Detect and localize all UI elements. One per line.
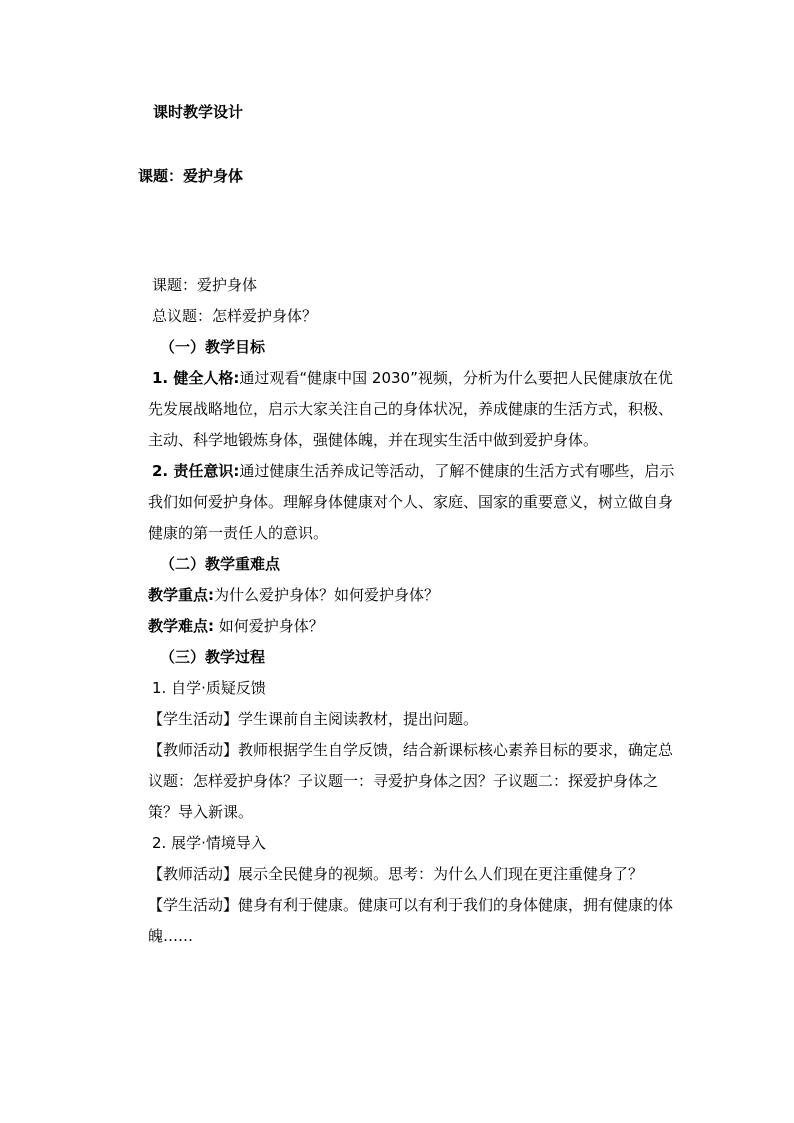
step-1-teacher-activity: 【教师活动】教师根据学生自学反馈，结合新课标核心素养目标的要求，确定总议题：怎样爱护身体？子议题一：寻爱护身体之因？子议题二：探爱护身体之策？导入新课。 [148, 741, 674, 821]
goal-2-label: 2. 责任意识: [152, 462, 240, 480]
main-question-line: 总议题：怎样爱护身体？ [152, 307, 318, 325]
goal-2-paragraph [148, 456, 678, 549]
step-1-student-activity: 【学生活动】学生课前自主阅读教材，提出问题。 [148, 710, 479, 728]
goal-1-text: 通过观看“健康中国 2030”视频，分析为什么要把人民健康放在优先发展战略地位，启示大家关注自己的身体状况，养成健康的生活方式，积极、主动、科学地锻炼身体，强健体魄，并在现实生活中做到爱护身体。 [148, 369, 674, 449]
key-point-label: 教学重点: [148, 586, 214, 604]
section-key-points: （二）教学重难点 [160, 555, 281, 573]
document-body [148, 270, 678, 952]
key-point-text: 为什么爱护身体？如何爱护身体？ [214, 586, 440, 604]
goal-1-label: 1. 健全人格: [152, 369, 240, 387]
step-2-heading: 2. 展学·情境导入 [152, 834, 266, 852]
step-2-teacher-activity: 【教师活动】展示全民健身的视频。思考：为什么人们现在更注重健身了？ [148, 865, 644, 883]
goal-1-paragraph [148, 363, 678, 456]
difficulty-text: 如何爱护身体？ [214, 617, 324, 635]
step-2-student-activity: 【学生活动】健身有利于健康。健康可以有利于我们的身体健康，拥有健康的体魄…… [148, 896, 674, 945]
document-title: 课时教学设计 [153, 103, 244, 121]
topic-line: 课题：爱护身体 [152, 276, 258, 294]
topic-heading: 课题：爱护身体 [138, 167, 244, 185]
step-1-heading: 1. 自学·质疑反馈 [152, 679, 266, 697]
difficulty-line [148, 611, 678, 642]
section-teaching-goals: （一）教学目标 [160, 338, 266, 356]
goal-2-text: 通过健康生活养成记等活动，了解不健康的生活方式有哪些，启示我们如何爱护身体。理解身体健康对个人、家庭、国家的重要意义，树立做自身健康的第一责任人的意识。 [148, 462, 675, 542]
key-point-line [148, 580, 678, 611]
section-teaching-process: （三）教学过程 [160, 648, 266, 666]
difficulty-label: 教学难点: [148, 617, 214, 635]
